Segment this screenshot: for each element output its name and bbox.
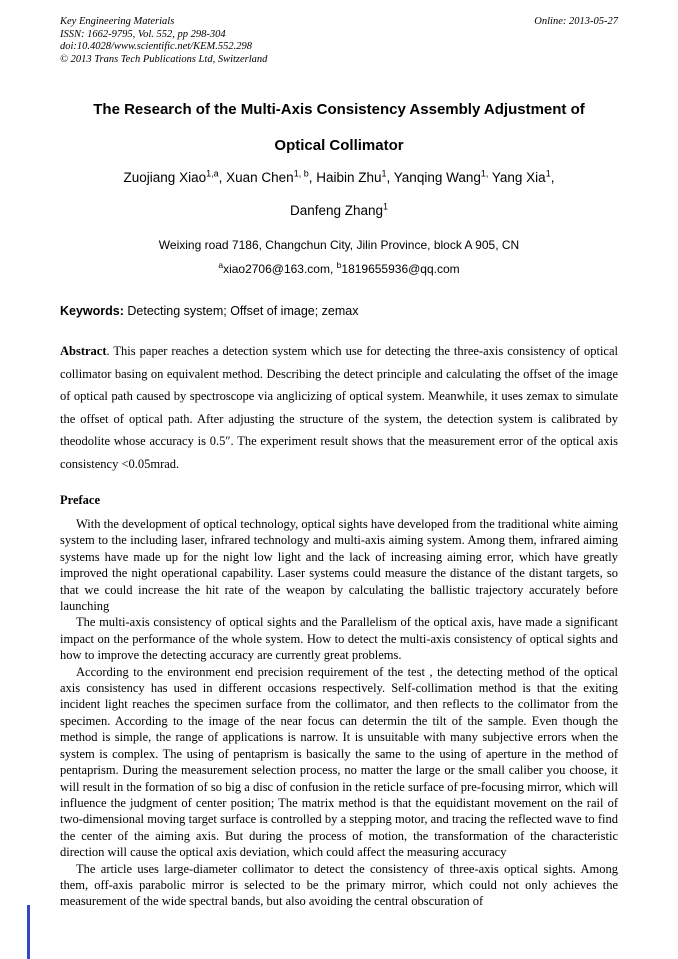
paper-title-line-2: Optical Collimator (274, 137, 404, 154)
authors-line-2 (60, 203, 618, 218)
paper-title (60, 92, 618, 164)
author-name: Yang Xia (491, 170, 546, 185)
author-emails: $^a$xiao2706@163.com, $^b$1819655936@qq.com (218, 260, 460, 276)
email-mark: a (218, 260, 224, 270)
journal-name: Key Engineering Materials (60, 16, 175, 27)
email-address: xiao2706@163.com (223, 262, 330, 276)
section-heading-preface: Preface (60, 493, 101, 507)
copyright-line: © 2013 Trans Tech Publications Ltd, Switzerland (60, 53, 268, 65)
issn-line: ISSN: 1662-9795, Vol. 552, pp 298-304 (60, 28, 226, 40)
abstract-label: Abstract (60, 344, 107, 358)
paragraph-3: According to the environment end precision requirement of the test , the detecting method of the optical axis consistency has used in different occasions respectively. Self-collimation method is that the exiting incident light reaches the specimen surface from the collimator, and then reflects to the collimator from the specimen. According to the image of the near focus can determin the tilt of the sample. Even though the method is simple, the range of applications is narrow. It is unsuitable with many subjective errors when the system is complex. The using of pentaprism is basically the same to the using of aperture in the method of pentaprism. During the measurement selection process, no matter the large or the small caliber you choose, it will result in the formation of so big a disc of confusion in the reticle surface of pre-focusing mirror, which will influence the judgment of center position; The matrix method is that the equidistant movement on the rail of two-dimensional moving target surface is controlled by a stepping motor, and tracing the reflected wave to find the center of the aiming axis. But during the process of motion, the transformation of the characteristic direction will cause the optical axis deviation, which could affect the measuring accuracy (60, 664, 618, 860)
author-marks: 1 (545, 168, 551, 179)
author-marks: 1, b (293, 168, 309, 179)
author-marks: 1 (381, 168, 387, 179)
keywords-line (60, 304, 618, 318)
paragraph-4: The article uses large-diameter collimator to detect the consistency of three-axis optical sights. Among them, off-axis parabolic mirror is selected to be the primary mirror, which could not only achieves the measurement of the wide spectral bands, but also avoiding the central obscuration of (60, 861, 618, 909)
authors-block (60, 170, 618, 218)
author-name: Xuan Chen (226, 170, 294, 185)
online-date: Online: 2013-05-27 (534, 16, 618, 27)
author-marks: 1 (383, 201, 389, 212)
author-name: Haibin Zhu (316, 170, 382, 185)
affiliation: Weixing road 7186, Changchun City, Jilin Province, block A 905, CN (158, 238, 520, 252)
author-marks: 1, (480, 168, 489, 179)
abstract-text: . This paper reaches a detection system which use for detecting the three-axis consistency of optical collimator basing on equivalent method. Describing the detect principle and calculating the offset of the image of optical path caused by spectroscope via anglicizing of optical system. Meanwhile, it uses zemax to simulate the offset of optical path. After adjusting the structure of the system, the detection system is calibrated by theodolite whose accuracy is 0.5″. The experiment result shows that the measurement error of the optical axis consistency <0.05mrad. (60, 344, 618, 471)
email-address: 1819655936@qq.com (341, 262, 460, 276)
paragraph-1: With the development of optical technology, optical sights have developed from the traditional white aiming system to the including laser, infrared technology and multi-axis aiming system. Among them, infrared aiming systems have made up for the night low light and the lack of increasing aiming error, which have greatly improved the night operational capability. Laser systems could measure the distance of the distant targets, so that we could increase the hit rate of the weapon by calculating the ballistic trajectory accurately before launching (60, 517, 618, 614)
abstract (60, 340, 618, 475)
keywords-text: Detecting system; Offset of image; zemax (123, 304, 359, 318)
author-name: Danfeng Zhang (289, 203, 384, 218)
doi-line: doi:10.4028/www.scientific.net/KEM.552.298 (60, 41, 252, 52)
paragraph-2: The multi-axis consistency of optical sights and the Parallelism of the optical axis, have made a significant impact on the performance of the whole system. How to detect the multi-axis consistency of optical sights and how to improve the detecting accuracy are currently great problems. (60, 615, 618, 663)
email-mark: b (336, 260, 342, 270)
journal-header (60, 16, 618, 66)
keywords-label: Keywords: (60, 304, 124, 318)
author-name: Yanqing Wang (393, 170, 481, 185)
author-name: Zuojiang Xiao (123, 170, 207, 185)
authors-line-1: Zuojiang Xiao$^{1,a}$, Xuan Chen$^{1, b}$, Haibin Zhu$^1$, Yanqing Wang$^{1,}$ Yang Xia$^1$, (123, 168, 555, 185)
paper-title-line-1: The Research of the Multi-Axis Consistency Assembly Adjustment of (93, 101, 585, 118)
author-marks: 1,a (206, 168, 219, 179)
blue-edge-artifact (27, 905, 30, 959)
